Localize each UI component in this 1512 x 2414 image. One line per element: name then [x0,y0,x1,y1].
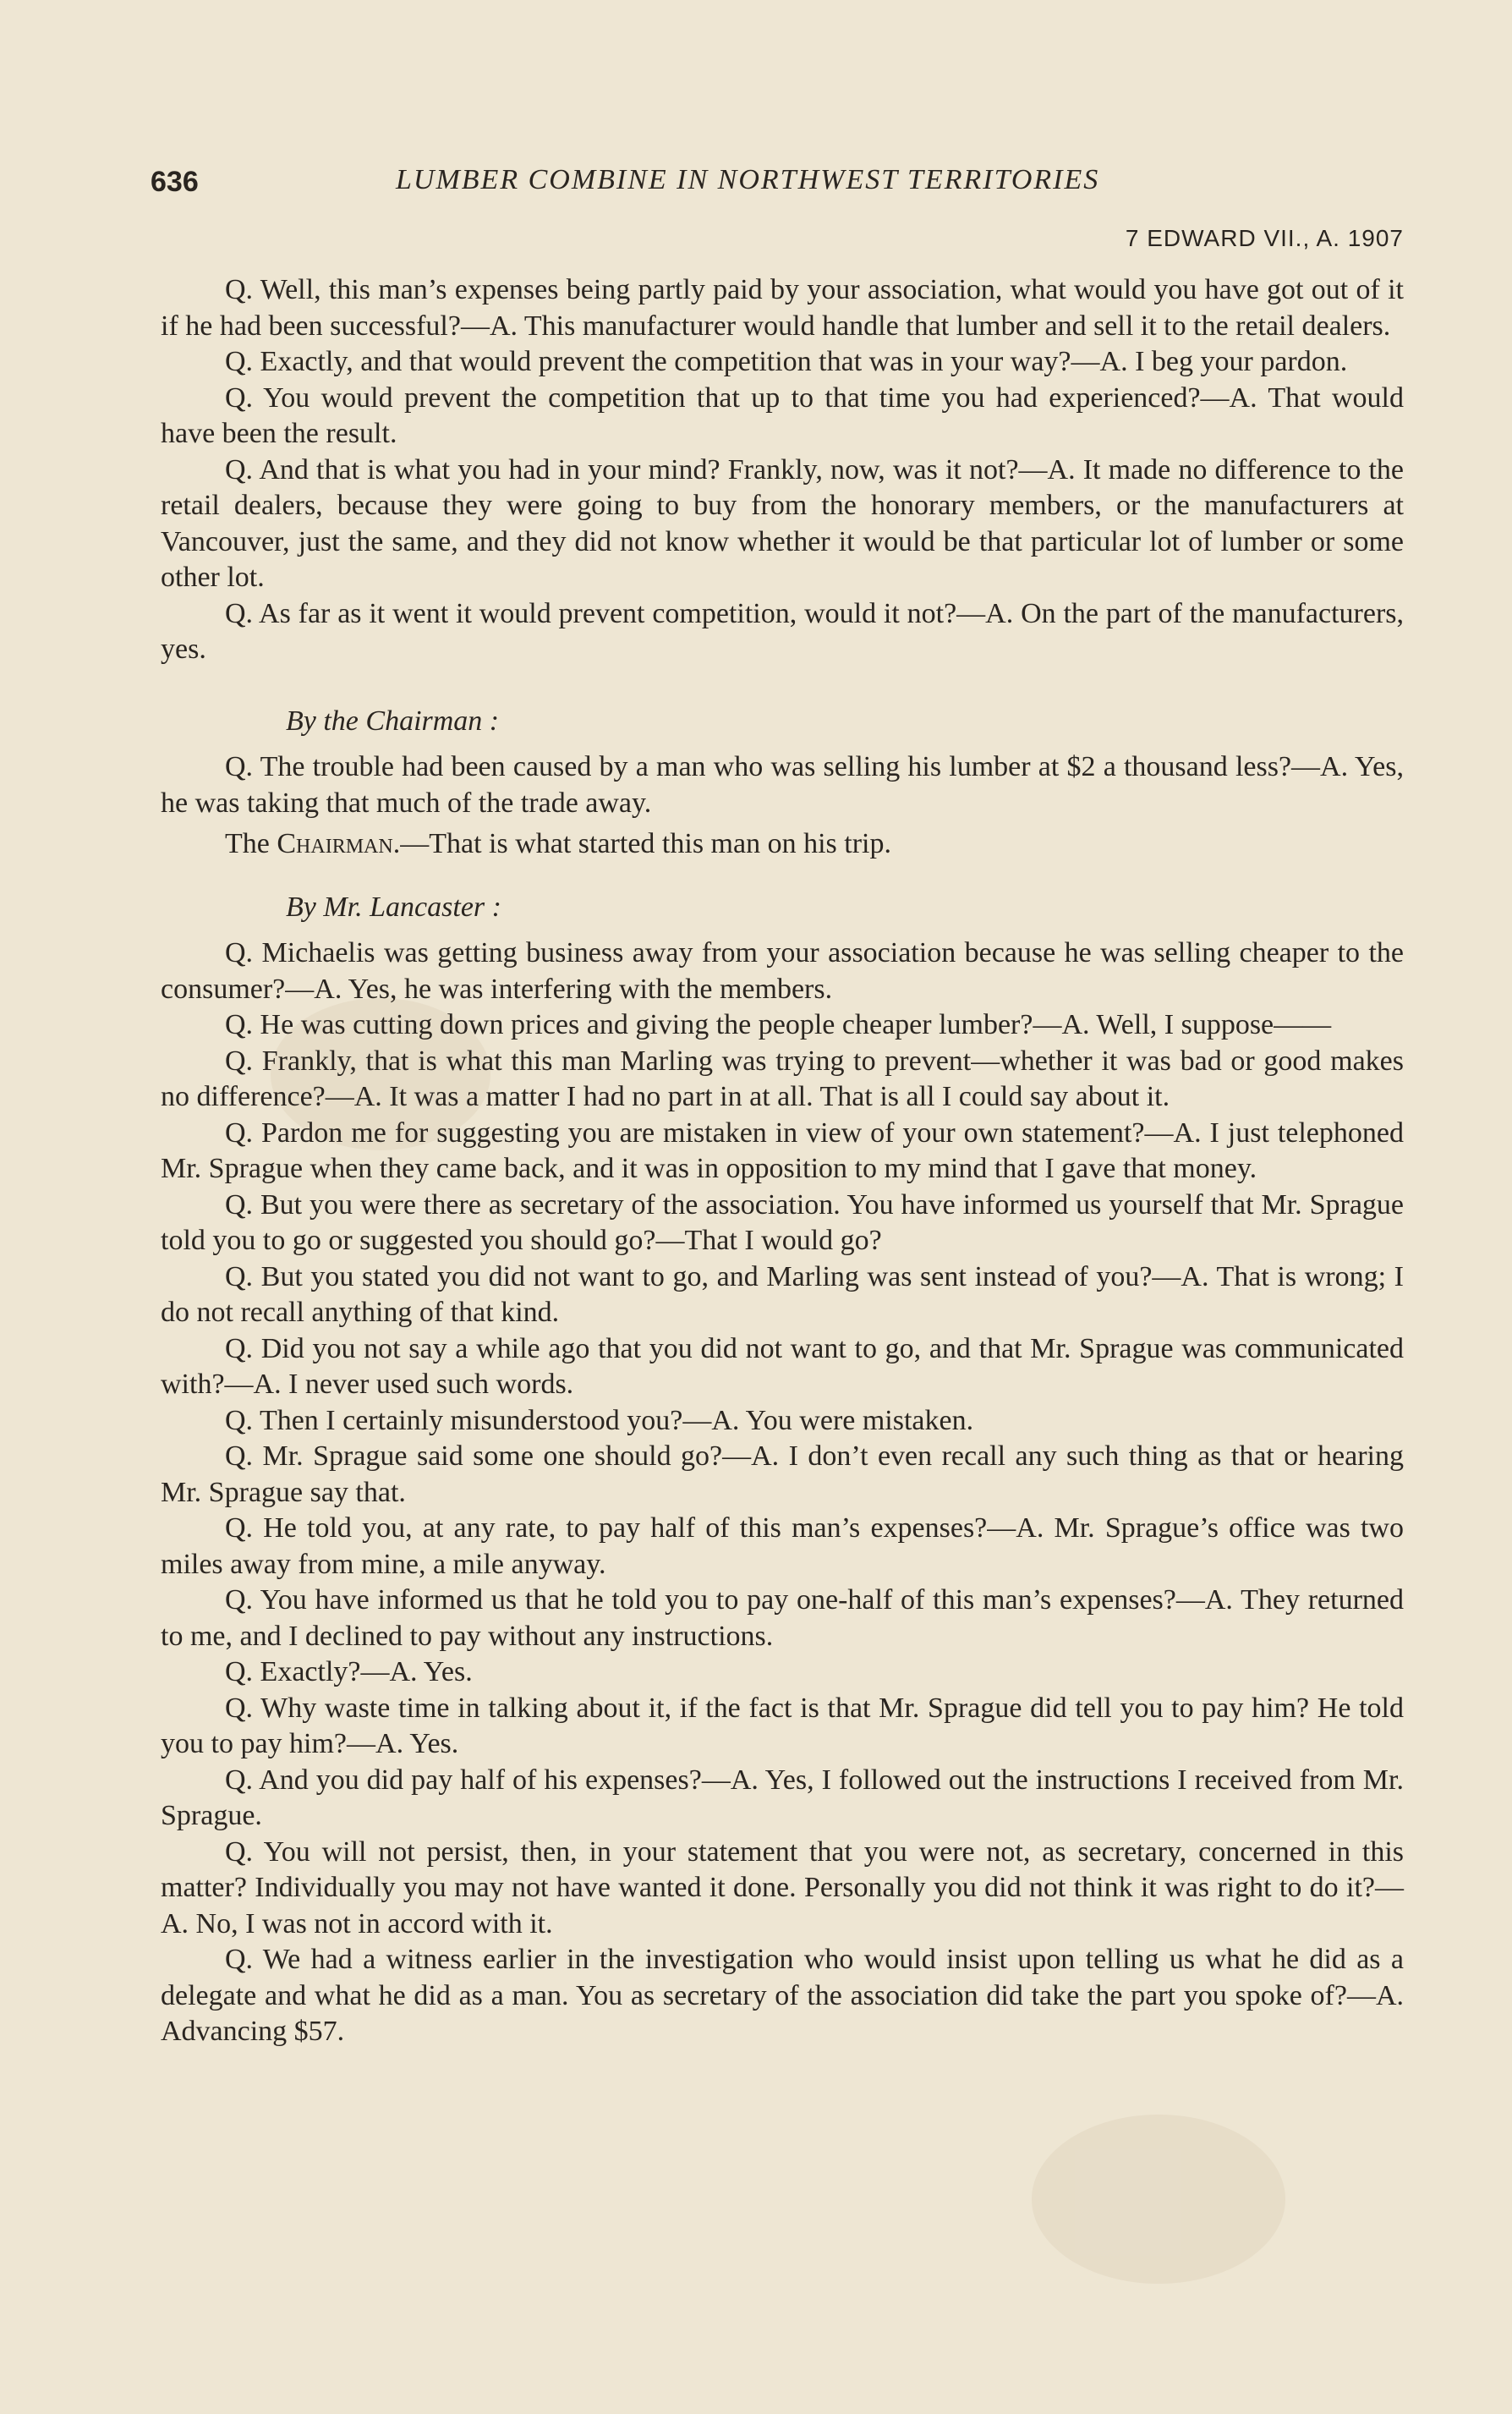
paragraph: Q. The trouble had been caused by a man who was selling his lumber at $2 a thousand less?—A. Yes, he was taking that much of the trade away. [161,751,1404,819]
paragraph: Q. You will not persist, then, in your statement that you were not, as secretary, concerned in this matter? Individually you may not have wanted it done. Personally you did not think it was right to do it?—A. No, I was not in accord with it. [161,1835,1404,1939]
page-number: 636 [151,166,199,198]
running-title: LUMBER COMBINE IN NORTHWEST TERRITORIES [396,164,1100,195]
paragraph: Q. As far as it went it would prevent competition, would it not?—A. On the part of the manufacturers, yes. [161,597,1404,665]
paragraph: Q. Did you not say a while ago that you did not want to go, and that Mr. Sprague was communicated with?—A. I never used such words. [161,1332,1404,1400]
paragraph: Q. You would prevent the competition that up to that time you had experienced?—A. That would have been the result. [161,381,1404,449]
paragraph: Q. And that is what you had in your mind? Frankly, now, was it not?—A. It made no difference to the retail dealers, because they were going to buy from the honorary members, or the manufacturers at Vancouver, just the same, and they did not know whether it would be that particular lot of lumber or some other lot. [161,453,1404,593]
paragraph: Q. Michaelis was getting business away from your association because he was selling cheaper to the consumer?—A. Yes, he was interfering with the members. [161,937,1404,1005]
chairman-remark [161,826,1404,863]
paragraph: Q. He told you, at any rate, to pay half of this man’s expenses?—A. Mr. Sprague’s office was two miles away from mine, a mile anyway. [161,1512,1404,1580]
paragraph: Q. But you were there as secretary of the association. You have informed us yourself that Mr. Sprague told you to go or suggested you should go?—That I would go? [161,1188,1404,1256]
paragraph: Q. Then I certainly misunderstood you?—A. You were mistaken. [225,1404,974,1436]
paragraph: Q. Exactly, and that would prevent the competition that was in your way?—A. I beg your pardon. [225,346,1348,377]
paragraph: Q. Why waste time in talking about it, if the fact is that Mr. Sprague did tell you to pay him? He told you to pay him?—A. Yes. [161,1692,1404,1759]
paragraph: Q. Exactly?—A. Yes. [225,1656,473,1687]
remark-speaker: Chairman [277,828,393,859]
paper-stain [1032,2115,1285,2284]
paragraph: Q. Well, this man’s expenses being partly paid by your association, what would you have got out of it if he had been successful?—A. This manufacturer would handle that lumber and sell it to the retail dealers. [161,274,1404,342]
page-header [151,166,1402,208]
session-label: 7 EDWARD VII., A. 1907 [1125,225,1404,251]
paragraph: Q. Frankly, that is what this man Marling was trying to prevent—whether it was bad or good makes no difference?—A. It was a matter I had no part in at all. That is all I could say about it. [161,1045,1404,1112]
remark-text: .—That is what started this man on his trip. [392,828,891,859]
paragraph: Q. But you stated you did not want to go, and Marling was sent instead of you?—A. That is wrong; I do not recall anything of that kind. [161,1260,1404,1328]
speaker-heading: By Mr. Lancaster : [286,891,501,923]
speaker-heading: By the Chairman : [286,705,500,737]
body-text [161,272,1404,2050]
paragraph: Q. Pardon me for suggesting you are mistaken in view of your own statement?—A. I just telephoned Mr. Sprague when they came back, and it was in opposition to my mind that I gave that money. [161,1116,1404,1184]
remark-prefix: The [225,828,277,859]
paragraph: Q. We had a witness earlier in the investigation who would insist upon telling us what he did as a delegate and what he did as a man. You as secretary of the association did take the part you spoke of?—A. Advancing $57. [161,1944,1404,2047]
paragraph: Q. You have informed us that he told you to pay one-half of this man’s expenses?—A. They returned to me, and I declined to pay without any instructions. [161,1584,1404,1652]
paragraph: Q. And you did pay half of his expenses?—A. Yes, I followed out the instructions I received from Mr. Sprague. [161,1764,1404,1831]
paragraph: Q. Mr. Sprague said some one should go?—A. I don’t even recall any such thing as that or hearing Mr. Sprague say that. [161,1440,1404,1508]
paragraph: Q. He was cutting down prices and giving the people cheaper lumber?—A. Well, I suppose—— [225,1009,1332,1040]
